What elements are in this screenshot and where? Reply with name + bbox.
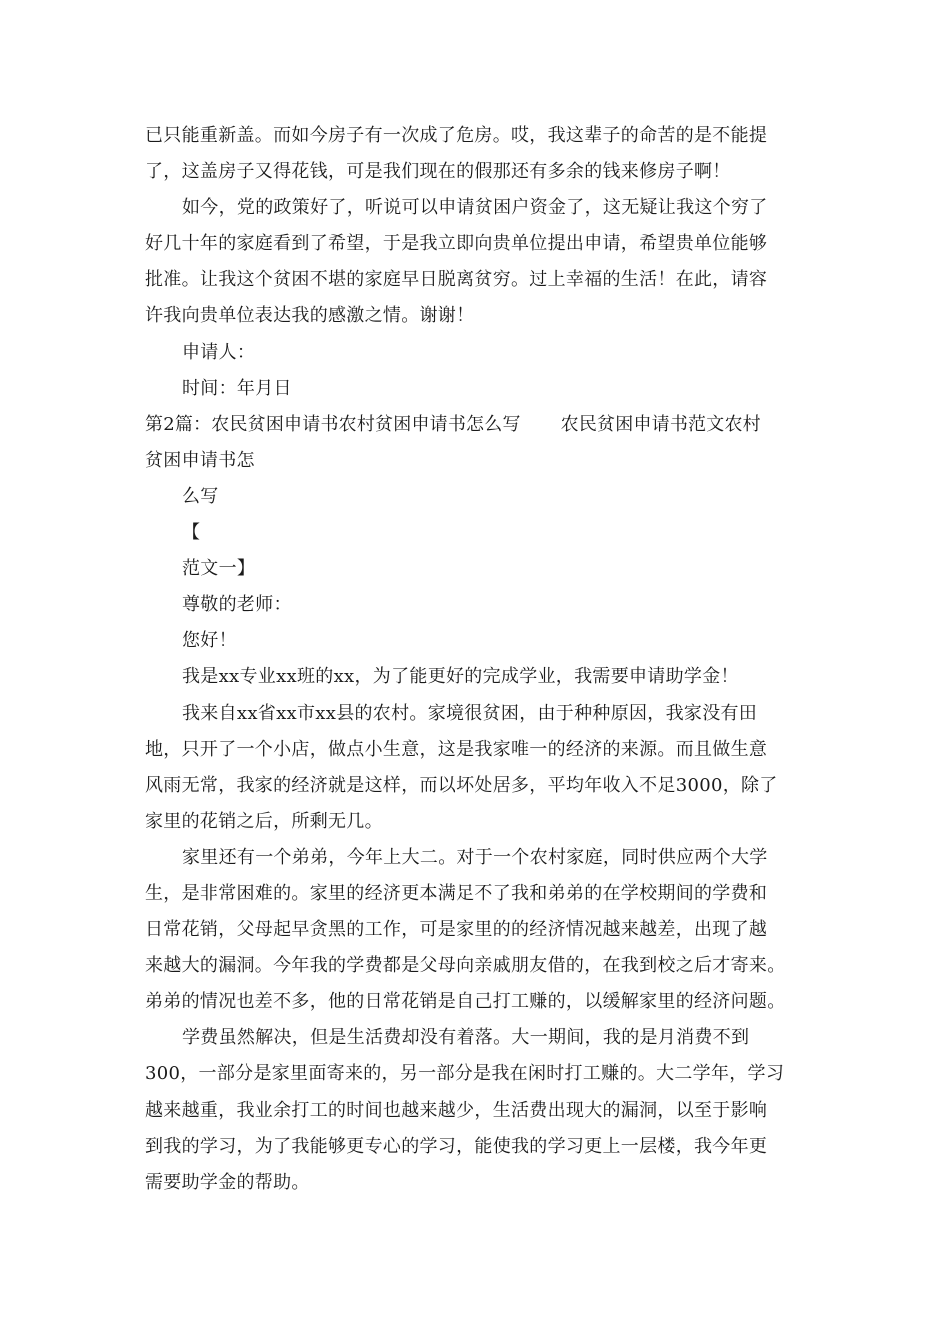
paragraph-line: 风雨无常，我家的经济就是这样，而以坏处居多，平均年收入不足3000，除了	[145, 774, 778, 796]
bracket-open: 【	[182, 522, 201, 544]
paragraph-line: 了，这盖房子又得花钱，可是我们现在的假那还有多余的钱来修房子啊！	[145, 161, 731, 183]
paragraph-line: 我来自xx省xx市xx县的农村。家境很贫困，由于种种原因，我家没有田	[182, 702, 758, 724]
paragraph-line: 学费虽然解决，但是生活费却没有着落。大一期间，我的是月消费不到	[182, 1027, 750, 1049]
paragraph-line: 弟弟的情况也差不多，他的日常花销是自己打工赚的，以缓解家里的经济问题。	[145, 991, 786, 1013]
document-body	[145, 118, 807, 1201]
section-heading-part2: 农民贫困申请书范文农村	[560, 413, 761, 435]
paragraph-line: 到我的学习，为了我能够更专心的学习，能使我的学习更上一层楼，我今年更	[145, 1135, 768, 1157]
paragraph-line: 家里的花销之后，所剩无几。	[145, 810, 383, 832]
paragraph-line: 许我向贵单位表达我的感激之情。谢谢！	[145, 305, 475, 327]
section-heading-continued: 贫困申请书怎	[145, 449, 255, 471]
section-heading-part1: 第2篇：农民贫困申请书农村贫困申请书怎么写	[145, 413, 521, 435]
paragraph-line: 好几十年的家庭看到了希望，于是我立即向贵单位提出申请，希望贵单位能够	[145, 233, 768, 255]
section-heading-continued: 么写	[182, 485, 219, 507]
paragraph-line: 越来越重，我业余打工的时间也越来越少，生活费出现大的漏洞，以至于影响	[145, 1099, 768, 1121]
paragraph-line: 家里还有一个弟弟，今年上大二。对于一个农村家庭，同时供应两个大学	[182, 846, 768, 868]
sample-title: 范文一】	[182, 558, 256, 580]
applicant-label: 申请人：	[182, 341, 256, 363]
paragraph-line: 如今，党的政策好了，听说可以申请贫困户资金了，这无疑让我这个穷了	[182, 197, 768, 219]
paragraph-line: 300，一部分是家里面寄来的，另一部分是我在闲时打工赚的。大二学年，学习	[145, 1063, 785, 1085]
paragraph-line: 地，只开了一个小店，做点小生意，这是我家唯一的经济的来源。而且做生意	[145, 738, 768, 760]
paragraph-line: 来越大的漏洞。今年我的学费都是父母向亲戚朋友借的，在我到校之后才寄来。	[145, 955, 786, 977]
date-label: 时间：年月日	[182, 377, 292, 399]
paragraph-line: 需要助学金的帮助。	[145, 1171, 310, 1193]
greeting: 您好！	[182, 630, 237, 652]
section-heading	[145, 407, 807, 443]
paragraph-line: 日常花销，父母起早贪黑的工作，可是家里的的经济情况越来越差，出现了越	[145, 919, 768, 941]
paragraph-line: 已只能重新盖。而如今房子有一次成了危房。哎，我这辈子的命苦的是不能提	[145, 125, 768, 146]
paragraph-line: 我是xx专业xx班的xx，为了能更好的完成学业，我需要申请助学金！	[182, 666, 739, 688]
paragraph-line: 生，是非常困难的。家里的经济更本满足不了我和弟弟的在学校期间的学费和	[145, 882, 768, 904]
salutation: 尊敬的老师：	[182, 594, 292, 616]
paragraph-line: 批准。让我这个贫困不堪的家庭早日脱离贫穷。过上幸福的生活！在此，请容	[145, 269, 768, 291]
